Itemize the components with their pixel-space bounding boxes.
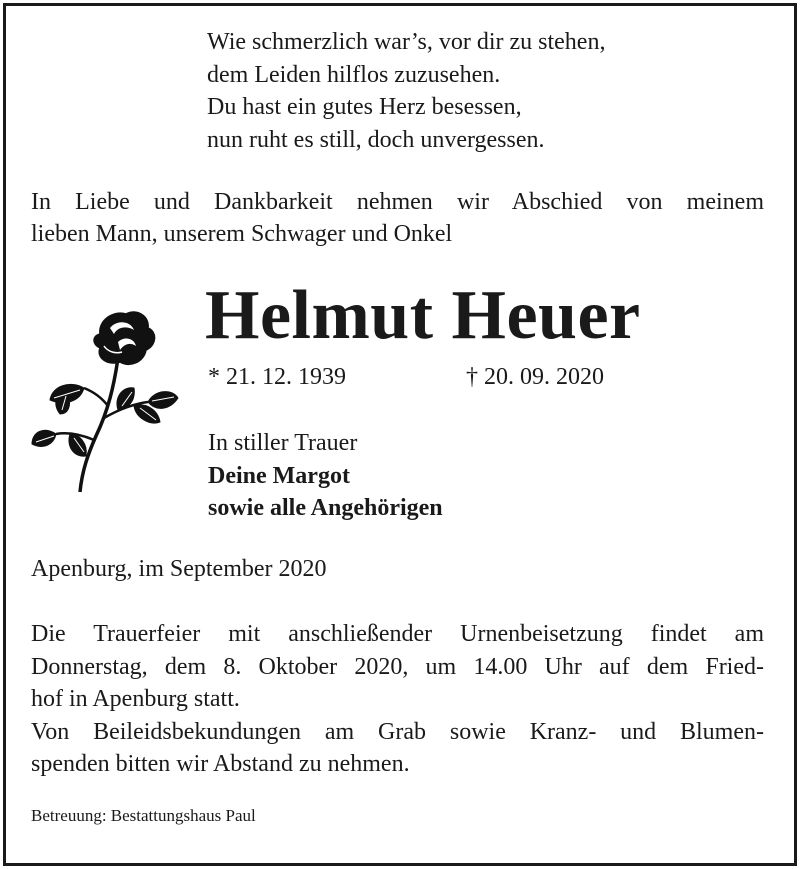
intro-line: lieben Mann, unserem Schwager und Onkel: [31, 221, 453, 247]
farewell-intro: [31, 186, 764, 250]
mourner-primary: Deine Margot: [208, 462, 350, 489]
birth-date: * 21. 12. 1939: [208, 364, 346, 390]
rose-icon: [30, 306, 180, 496]
poem-line: Du hast ein gutes Herz besessen,: [207, 94, 522, 120]
deceased-name: Helmut Heuer: [205, 277, 641, 354]
funeral-line: hof in Apenburg statt.: [31, 686, 240, 712]
mourners-intro: In stiller Trauer: [208, 430, 358, 456]
poem-line: nun ruht es still, doch unvergessen.: [207, 126, 545, 153]
poem-line: Wie schmerzlich war’s, vor dir zu stehen,: [207, 29, 606, 55]
funeral-home-credit: Betreuung: Bestattungshaus Paul: [31, 806, 256, 825]
poem-line: dem Leiden hilflos zuzusehen.: [207, 61, 501, 88]
place-date: Apenburg, im September 2020: [31, 556, 327, 582]
funeral-notice: [31, 618, 764, 781]
funeral-line: spenden bitten wir Abstand zu nehmen.: [31, 751, 410, 777]
intro-line: In Liebe und Dankbarkeit nehmen wir Abschied von meinem: [31, 189, 764, 215]
memorial-poem: [207, 26, 605, 156]
funeral-line: Donnerstag, dem 8. Oktober 2020, um 14.00 Uhr auf dem Fried-: [31, 653, 764, 680]
funeral-line: Von Beileidsbekundungen am Grab sowie Kranz- und Blumen-: [31, 718, 764, 745]
funeral-line: Die Trauerfeier mit anschließender Urnenbeisetzung findet am: [31, 621, 764, 647]
mourners-block: [208, 427, 443, 525]
death-date: † 20. 09. 2020: [466, 364, 604, 390]
mourner-secondary: sowie alle Angehörigen: [208, 495, 443, 521]
